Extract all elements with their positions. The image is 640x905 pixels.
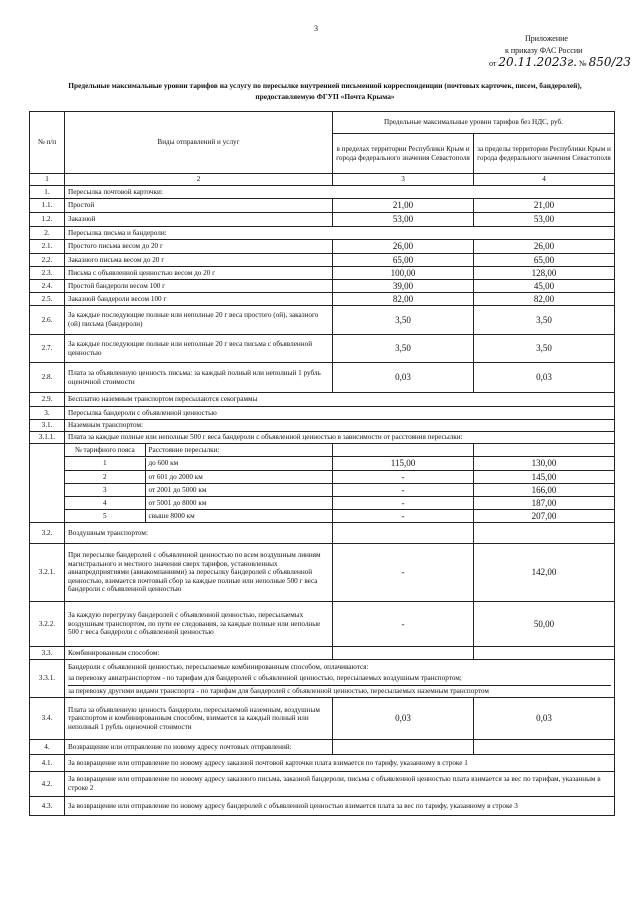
zone-number: 5 <box>65 510 145 522</box>
table-row <box>30 647 615 660</box>
value-out: 145,00 <box>474 471 615 484</box>
row-num: 1.1. <box>30 199 65 213</box>
table-row <box>30 306 615 335</box>
page-number: 3 <box>314 24 318 33</box>
table-row <box>30 363 615 393</box>
zone-number: 1 <box>65 458 145 470</box>
header-tariff-group: Предельные максимальные уровни тарифов без НДС, руб. <box>333 112 615 134</box>
table-row <box>30 240 615 254</box>
row-num: 3.1. <box>30 420 65 432</box>
row-num: 2. <box>30 227 65 240</box>
appendix-date-number <box>489 57 631 69</box>
appendix-order-ref: к приказу ФАС России <box>505 46 583 55</box>
value-in: 82,00 <box>333 293 474 306</box>
value-out: 128,00 <box>474 267 615 280</box>
row-text-line: Бандероли с объявленной ценностью, пересылаемые комбинированным способом, оплачиваются: <box>68 662 369 671</box>
document-title <box>30 80 620 102</box>
appendix-label: Приложение <box>525 34 568 43</box>
row-num: 3.4. <box>30 698 65 740</box>
header-col-out: за пределы территории Республики Крым и города федерального значения Севастополя <box>474 134 615 174</box>
value-out: 142,00 <box>474 544 615 602</box>
value-in: 39,00 <box>333 280 474 293</box>
value-in: 53,00 <box>333 213 474 227</box>
value-in: 3,50 <box>333 335 474 363</box>
zone-number: 3 <box>65 484 145 496</box>
value-in: - <box>333 544 474 602</box>
row-num: 4. <box>30 740 65 755</box>
header-num: № п/п <box>30 112 65 174</box>
row-text: Плата за объявленную ценность бандероли, пересылаемой наземным, воздушным транспортом и комбинированным способом, взимается за каждый полный или неполный 1 рубль оценочной стоимости <box>65 698 333 740</box>
zone-row <box>30 457 615 471</box>
table-row <box>30 432 615 444</box>
table-row <box>30 602 615 647</box>
table-row <box>30 740 615 755</box>
value-out: 65,00 <box>474 254 615 267</box>
row-text: За возвращение или отправление по новому адресу заказной почтовой карточки плата взимается по тарифу, указанному в строке 1 <box>65 755 615 772</box>
row-num: 1. <box>30 186 65 199</box>
zone-distance: свыше 8000 км <box>148 511 195 520</box>
row-text: За каждые последующие полные или неполные 20 г веса простого (ой), заказного (ой) письма (бандероли) <box>65 306 333 335</box>
zone-row <box>30 497 615 510</box>
table-row <box>30 280 615 293</box>
table-row <box>30 254 615 267</box>
number-prefix: № <box>578 59 587 68</box>
blank-out <box>474 647 615 660</box>
appendix-block <box>489 33 631 69</box>
row-num: 2.7. <box>30 335 65 363</box>
row-num: 3. <box>30 407 65 420</box>
row-text-line: за перевозку другими видами транспорта - по тарифам для бандеролей с объявленной ценностью, пересылаемых наземным транспортом <box>68 685 611 696</box>
value-in: 0,03 <box>333 363 474 393</box>
row-num: 2.1. <box>30 240 65 254</box>
row-text: Комбинированным способом: <box>65 647 333 660</box>
header-col-in: в пределах территории Республики Крым и города федерального значения Севастополя <box>333 134 474 174</box>
zones-spacer <box>30 444 65 523</box>
value-in: 3,50 <box>333 306 474 335</box>
value-out: 82,00 <box>474 293 615 306</box>
row-text: Наземным транспортом: <box>65 420 615 432</box>
row-text: Простой <box>65 199 333 213</box>
value-in: - <box>333 471 474 484</box>
table-row <box>30 407 615 420</box>
row-num: 3.2.1. <box>30 544 65 602</box>
table-row <box>30 293 615 306</box>
row-text: Пересылка письма и бандероли: <box>65 227 615 240</box>
blank-in <box>333 740 474 755</box>
row-text: Пересылка бандероли с объявленной ценностью <box>65 407 615 420</box>
table-row <box>30 227 615 240</box>
row-text: Плата за каждые полные или неполные 500 г веса бандероли с объявленной ценностью в зависимости от расстояния пересылки: <box>65 432 615 444</box>
date-prefix: от <box>489 59 497 68</box>
zone-header: № тарифного пояса <box>65 444 145 456</box>
row-text-line: за перевозку авиатранспортом - по тарифам для бандеролей с объявленной ценностью, пересылаемых воздушным транспортом; <box>68 674 462 683</box>
row-num: 2.9. <box>30 393 65 407</box>
value-out: 0,03 <box>474 363 615 393</box>
zones-header-blank-in <box>333 444 474 457</box>
zone-distance: от 2001 до 5000 км <box>148 485 207 494</box>
value-out: 130,00 <box>474 457 615 471</box>
row-text: Пересылка почтовой карточки: <box>65 186 615 199</box>
row-num: 2.5. <box>30 293 65 306</box>
row-num: 3.2. <box>30 523 65 544</box>
zones-header-blank-out <box>474 444 615 457</box>
table-row <box>30 335 615 363</box>
value-out: 45,00 <box>474 280 615 293</box>
value-in: 65,00 <box>333 254 474 267</box>
blank-out <box>474 740 615 755</box>
zone-number: 2 <box>65 471 145 483</box>
row-num: 3.2.2. <box>30 602 65 647</box>
row-text: Воздушным транспортом: <box>65 523 333 544</box>
value-in: 26,00 <box>333 240 474 254</box>
colnum-2: 2 <box>65 174 333 186</box>
row-num: 4.3. <box>30 797 65 816</box>
colnum-4: 4 <box>474 174 615 186</box>
table-row <box>30 199 615 213</box>
row-text: При пересылке бандеролей с объявленной ценностью по всем воздушным линиям магистрального и местного значения сверх тарифов, установленных авиапредприятиями (авиакомпаниями) за пересылку бандеролей с объявленной ценностью, взимается почтовый сбор за каждые полные или неполные 500 г веса бандероли с объявленной ценностью <box>65 544 333 602</box>
handwritten-date: 20.11.2023г. <box>498 55 577 69</box>
row-text: Простого письма весом до 20 г <box>65 240 333 254</box>
row-text: За возвращение или отправление по новому адресу заказного письма, заказной бандероли, письма с объявленной ценностью плата взимается за вес по тарифам, указанным в строке 2 <box>65 772 615 797</box>
table-row <box>30 213 615 227</box>
table-row <box>30 420 615 432</box>
row-num: 2.6. <box>30 306 65 335</box>
header-services: Виды отправлений и услуг <box>65 112 333 174</box>
row-num: 4.1. <box>30 755 65 772</box>
blank-out <box>474 523 615 544</box>
row-text: Простой бандероли весом 100 г <box>65 280 333 293</box>
row-text: Бесплатно наземным транспортом пересылаются секограммы <box>65 393 615 407</box>
value-in: 100,00 <box>333 267 474 280</box>
zone-row <box>30 471 615 484</box>
blank-in <box>333 523 474 544</box>
value-out: 166,00 <box>474 484 615 497</box>
row-text: Заказной бандероли весом 100 г <box>65 293 333 306</box>
value-in: 115,00 <box>333 457 474 471</box>
row-text: Письма с объявленной ценностью весом до 20 г <box>65 267 333 280</box>
row-num: 2.4. <box>30 280 65 293</box>
zones-header <box>65 444 333 457</box>
value-out: 207,00 <box>474 510 615 523</box>
title-line-2: предоставляемую ФГУП «Почта Крыма» <box>255 92 395 101</box>
handwritten-number: 850/23 <box>588 55 631 69</box>
row-text: Плата за объявленную ценность письма: за каждый полный или неполный 1 рубль оценочной стоимости <box>65 363 333 393</box>
row-num: 3.3. <box>30 647 65 660</box>
tariff-table <box>29 111 615 816</box>
table-row <box>30 797 615 816</box>
row-num: 2.2. <box>30 254 65 267</box>
value-out: 187,00 <box>474 497 615 510</box>
row-text: За каждые последующие полные или неполные 20 г веса письма с объявленной ценностью <box>65 335 333 363</box>
row-text: Возвращение или отправление по новому адресу почтовых отправлений: <box>65 740 333 755</box>
table-row <box>30 393 615 407</box>
value-out: 21,00 <box>474 199 615 213</box>
row-text: За возвращение или отправление по новому адресу бандеролей с объявленной ценностью взимается плата за вес по тарифу, указанному в строке 3 <box>65 797 615 816</box>
zone-number: 4 <box>65 497 145 509</box>
table-row <box>30 544 615 602</box>
value-in: 0,03 <box>333 698 474 740</box>
row-num: 3.3.1. <box>30 660 65 698</box>
zone-distance: от 601 до 2000 км <box>148 472 203 481</box>
table-row <box>30 660 615 698</box>
value-out: 50,00 <box>474 602 615 647</box>
zone-row <box>30 510 615 523</box>
table-row <box>30 772 615 797</box>
colnum-1: 1 <box>30 174 65 186</box>
distance-header: Расстояние пересылки: <box>145 444 332 456</box>
colnum-3: 3 <box>333 174 474 186</box>
row-text-multi <box>65 660 615 698</box>
table-row <box>30 755 615 772</box>
blank-in <box>333 647 474 660</box>
table-row <box>30 186 615 199</box>
value-in: - <box>333 497 474 510</box>
value-out: 26,00 <box>474 240 615 254</box>
table-row <box>30 523 615 544</box>
value-in: - <box>333 510 474 523</box>
row-text: Заказного письма весом до 20 г <box>65 254 333 267</box>
row-num: 2.8. <box>30 363 65 393</box>
row-num: 2.3. <box>30 267 65 280</box>
zone-distance: от 5001 до 8000 км <box>148 498 207 507</box>
table-row <box>30 698 615 740</box>
value-out: 0,03 <box>474 698 615 740</box>
value-in: - <box>333 602 474 647</box>
value-in: - <box>333 484 474 497</box>
table-row <box>30 267 615 280</box>
row-text: Заказной <box>65 213 333 227</box>
value-out: 3,50 <box>474 335 615 363</box>
zone-distance: до 600 км <box>148 459 179 468</box>
title-line-1: Предельные максимальные уровни тарифов на услугу по пересылке внутренней письменной корреспонденции (почтовых карточек, писем, бандеролей), <box>68 81 582 90</box>
value-out: 53,00 <box>474 213 615 227</box>
row-num: 4.2. <box>30 772 65 797</box>
value-out: 3,50 <box>474 306 615 335</box>
zone-row <box>30 484 615 497</box>
value-in: 21,00 <box>333 199 474 213</box>
row-num: 3.1.1. <box>30 432 65 444</box>
row-num: 1.2. <box>30 213 65 227</box>
row-text: За каждую перегрузку бандеролей с объявленной ценностью, пересылаемых воздушным транспортом, по пути ее следования, за каждые полные или неполные 500 г веса бандероли с объявленной ценностью <box>65 602 333 647</box>
